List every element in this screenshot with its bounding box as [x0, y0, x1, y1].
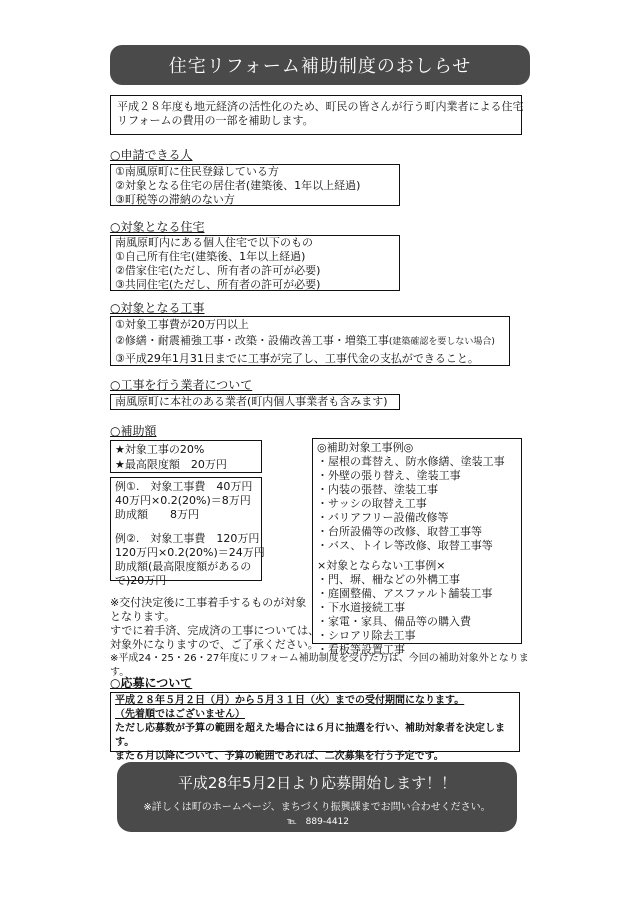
contractor-text: 南風原町に本社のある業者(町内個人事業者も含みます): [115, 395, 388, 408]
subsidy-example-box: [110, 477, 265, 587]
page-title: 住宅リフォーム補助制度のおしらせ: [110, 45, 530, 85]
list-item: ・庭園整備、アスファルト舗装工事: [317, 587, 493, 600]
footer-main: 平成28年5月2日より応募開始します！！: [177, 774, 457, 792]
example-line: 助成額(最高限度額があるの: [115, 560, 252, 573]
application-lottery-cont: す。: [115, 737, 135, 748]
list-item: ②対象となる住宅の居住者(建築後、1年以上経過): [115, 179, 361, 192]
list-item: ①自己所有住宅(建築後、1年以上経過): [115, 250, 306, 263]
application-lottery: ただし応募数が予算の範囲を超えた場合には６月に抽選を行い、補助対象者を決定しま: [115, 723, 505, 734]
list-item: ・看板等設置工事: [317, 643, 405, 656]
example-line: 例①. 対象工事費 40万円: [115, 480, 253, 493]
application-heading: ○応募について: [110, 676, 193, 690]
application-second-round: また６月以降について、予算の範囲であれば、二次募集を行う予定です。: [115, 751, 444, 762]
list-item: ・バス、トイレ等改修、取替工事等: [317, 539, 493, 552]
applicants-box: [110, 164, 400, 206]
works-item-1: ①対象工事費が20万円以上: [115, 318, 249, 331]
intro-line-2: リフォームの費用の一部を補助します。: [117, 114, 314, 127]
subsidy-heading: ○補助額: [110, 424, 157, 438]
example-line: 助成額 8万円: [115, 508, 199, 521]
application-period: 平成２８年５月２日（月）から５月３１日（火）までの受付期間になります。: [115, 695, 465, 706]
works-item-2: ②修繕・耐震補強工事・改築・設備改善工事・増築工事(建築確認を要しない場合): [115, 334, 495, 347]
subsidy-rate: ★対象工事の20%: [115, 443, 205, 456]
list-item: ①南風原町に住民登録している方: [115, 165, 279, 178]
note-2: ※平成24・25・26・27年度にリフォーム補助制度を受けた方は、今回の補助対象外となりま す。: [110, 653, 529, 678]
work-examples-box: [312, 438, 522, 656]
example-line: 120万円×0.2(20%)＝24万円: [115, 546, 265, 559]
works-box: [110, 316, 510, 366]
applicants-heading: ○申請できる人: [110, 148, 193, 162]
example-line: 例②. 対象工事費 120万円: [115, 532, 260, 545]
footer-tel: ℡ 889-4412: [287, 817, 349, 827]
housing-heading: ○対象となる住宅: [110, 220, 205, 234]
list-item: ②借家住宅(ただし、所有者の許可が必要): [115, 264, 321, 277]
application-box: [110, 692, 520, 762]
application-note: （先着順ではございません）: [115, 709, 245, 720]
housing-box: [110, 235, 400, 291]
example-line: 40万円×0.2(20%)＝8万円: [115, 494, 251, 507]
ng-heading: ×対象とならない工事例×: [317, 559, 446, 572]
list-item: ・門、塀、柵などの外構工事: [317, 573, 460, 586]
list-item: ③共同住宅(ただし、所有者の許可が必要): [115, 278, 321, 291]
ok-heading: ◎補助対象工事例◎: [317, 441, 414, 454]
list-item: ・家電・家具、備品等の購入費: [317, 615, 471, 628]
list-item: ・内装の張替、塗装工事: [317, 483, 438, 496]
footer-note: ※詳しくは町のホームページ、まちづくり振興課までお問い合わせください。: [143, 802, 491, 813]
list-item: ・サッシの取替え工事: [317, 497, 427, 510]
intro-line-1: 平成２８年度も地元経済の活性化のため、町民の皆さんが行う町内業者による住宅: [117, 100, 524, 113]
subsidy-rate-box: [110, 440, 262, 473]
list-item: ・屋根の葺替え、防水修繕、塗装工事: [317, 455, 505, 468]
list-item: ③町税等の滞納のない方: [115, 193, 235, 206]
contractor-heading: ○工事を行う業者について: [110, 378, 253, 392]
footer-banner: [117, 762, 517, 832]
note-1: ※交付決定後に工事着手するものが対象 となります。 すでに着手済、完成済の工事については、 対象外になりますので、ご了承ください。: [110, 596, 320, 651]
example-line: で)20万円: [115, 574, 167, 587]
list-item: ・外壁の張り替え、塗装工事: [317, 469, 461, 482]
list-item: ・下水道接続工事: [317, 601, 405, 614]
list-item: ・シロアリ除去工事: [317, 629, 416, 642]
contractor-box: [110, 394, 400, 410]
subsidy-max: ★最高限度額 20万円: [115, 458, 227, 471]
list-item: ・バリアフリー設備改修等: [317, 511, 449, 524]
housing-lead: 南風原町内にある個人住宅で以下のもの: [115, 236, 313, 249]
works-item-3: ③平成29年1月31日までに工事が完了し、工事代金の支払ができること。: [115, 352, 479, 365]
intro-box: [110, 95, 522, 135]
list-item: ・台所設備等の改修、取替工事等: [317, 525, 482, 538]
works-heading: ○対象となる工事: [110, 301, 205, 315]
